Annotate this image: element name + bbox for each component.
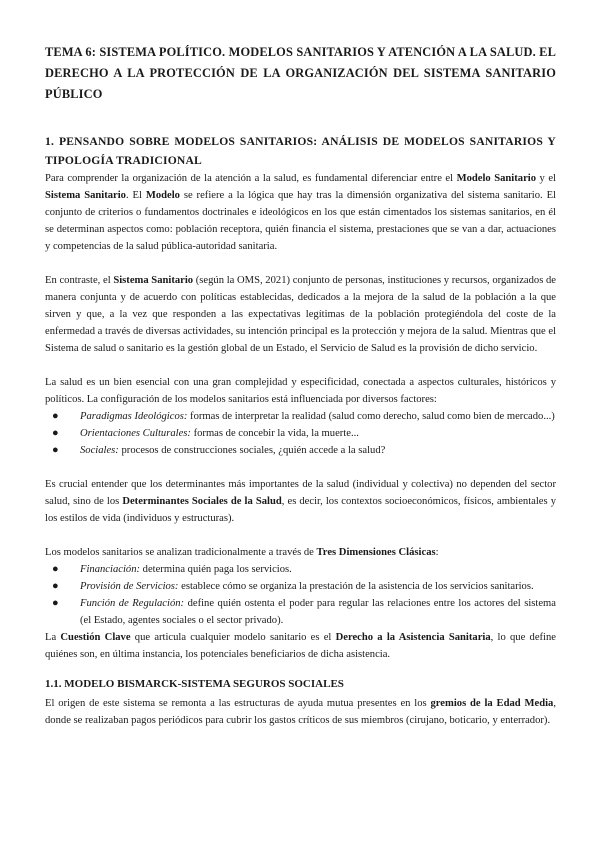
text: procesos de construcciones sociales, ¿quién accede a la salud? [118, 445, 386, 456]
text: que articula cualquier modelo sanitario es el [130, 632, 336, 643]
bullet-icon: ● [52, 597, 59, 609]
bold-term: gremios de la Edad Media [430, 698, 554, 709]
text: , lo que define quiénes son, en última instancia, los potenciales beneficiarios de dicha asistencia. [45, 632, 556, 660]
list-item [52, 425, 556, 442]
bold-term: Tres Dimensiones Clásicas [316, 547, 436, 558]
subsection-heading: 1.1. MODELO BISMARCK-SISTEMA SEGUROS SOCIALES [45, 678, 344, 690]
list-item [52, 561, 556, 578]
bullet-icon: ● [52, 410, 59, 422]
text: define quién ostenta el poder para regular las relaciones entre los actores del sistema (el Estado, agentes sociales o el sector privado). [80, 598, 556, 626]
bold-term: Modelo Sanitario [456, 173, 537, 184]
list-item [52, 442, 556, 459]
text: formas de concebir la vida, la muerte... [190, 428, 359, 439]
list-item [52, 408, 556, 425]
bullet-icon: ● [52, 580, 59, 592]
italic-term: Paradigmas Ideológicos: [80, 411, 188, 422]
paragraph-determinantes [45, 476, 556, 527]
text: En contraste, el [45, 275, 114, 286]
paragraph-salud: La salud es un bien esencial con una gran complejidad y especificidad, conectada a aspectos culturales, históricos y políticos. La configuración de los modelos sanitarios está influenciada por diversos factores: [45, 377, 556, 405]
bold-term: Modelo [145, 190, 180, 201]
text: se refiere a la lógica que hay tras la dimensión organizativa del sistema sanitario. El conjunto de criterios o fundamentos doctrinales e ideológicos en los que están cimentados los sistemas sanitarios, en él se determinan aspectos como: población receptora, quién financia el sistema, prestaciones que se van a dar, actuaciones y competencias de la salud pública-autoridad sanitaria. [45, 190, 556, 252]
text: : [435, 547, 439, 558]
paragraph-bismarck-origin [45, 695, 556, 729]
bold-term: Sistema Sanitario [113, 275, 194, 286]
bullet-icon: ● [52, 444, 59, 456]
italic-term: Orientaciones Culturales: [80, 428, 191, 439]
bold-term: Derecho a la Asistencia Sanitaria [335, 632, 491, 643]
italic-term: Provisión de Servicios: [80, 581, 179, 592]
italic-term: Financiación: [80, 564, 141, 575]
italic-term: Sociales: [80, 445, 119, 456]
text: Los modelos sanitarios se analizan tradicionalmente a través de [45, 547, 317, 558]
bold-term: Determinantes Sociales de la Salud [122, 496, 282, 507]
bold-term: Cuestión Clave [60, 632, 131, 643]
text: El origen de este sistema se remonta a las estructuras de ayuda mutua presentes en los [45, 698, 431, 709]
text: , donde se realizaban pagos periódicos para cubrir los gastos críticos de sus miembros (cirujano, boticario, y enterrador). [45, 698, 556, 726]
list-item [52, 578, 556, 595]
paragraph-dimensiones [45, 544, 556, 561]
text: y el [536, 173, 556, 184]
section-heading: 1. PENSANDO SOBRE MODELOS SANITARIOS: ANÁLISIS DE MODELOS SANITARIOS Y TIPOLOGÍA TRADICIONAL [45, 135, 556, 167]
text: Es crucial entender que los determinantes más importantes de la salud (individual y colectiva) no dependen del sector salud, sino de los [45, 479, 556, 507]
bold-term: Sistema Sanitario [45, 190, 126, 201]
paragraph-cuestion-clave [45, 629, 556, 663]
text: establece cómo se organiza la prestación de la asistencia de los servicios sanitarios. [178, 581, 534, 592]
list-item [52, 595, 556, 629]
text: formas de interpretar la realidad (salud como derecho, salud como bien de mercado...) [187, 411, 555, 422]
bullet-icon: ● [52, 563, 59, 575]
document-title: TEMA 6: SISTEMA POLÍTICO. MODELOS SANITARIOS Y ATENCIÓN A LA SALUD. EL DERECHO A LA PROTECCIÓN DE LA ORGANIZACIÓN DEL SISTEMA SANITARIO PÚBLICO [45, 45, 556, 101]
bullet-icon: ● [52, 427, 59, 439]
text: . El [125, 190, 146, 201]
factors-list [45, 408, 556, 459]
text: , es decir, los contextos socioeconómicos, físicos, ambientales y los estilos de vida (individuos y estructuras). [45, 496, 556, 524]
paragraph-model-vs-system [45, 170, 556, 255]
dimensions-list [45, 561, 556, 629]
text: Para comprender la organización de la atención a la salud, es fundamental diferenciar entre el [45, 173, 457, 184]
text: La [45, 632, 61, 643]
text: (según la OMS, 2021) conjunto de personas, instituciones y recursos, organizados de manera conjunta y de acuerdo con políticas establecidas, dedicados a la mejora de la salud de la población a la que sirven y que, a la vez que responden a las expectativas legítimas de la población protegiéndola del coste de la enfermedad a través de diversas actividades, su intención principal es la protección y mejora de la salud. Mientras que el Sistema de salud o sanitario es la gestión global de un Estado, el Servicio de Salud es la provisión de dicho servicio. [45, 275, 556, 354]
paragraph-sistema-sanitario [45, 272, 556, 357]
italic-term: Función de Regulación: [80, 598, 185, 609]
text: determina quién paga los servicios. [140, 564, 292, 575]
